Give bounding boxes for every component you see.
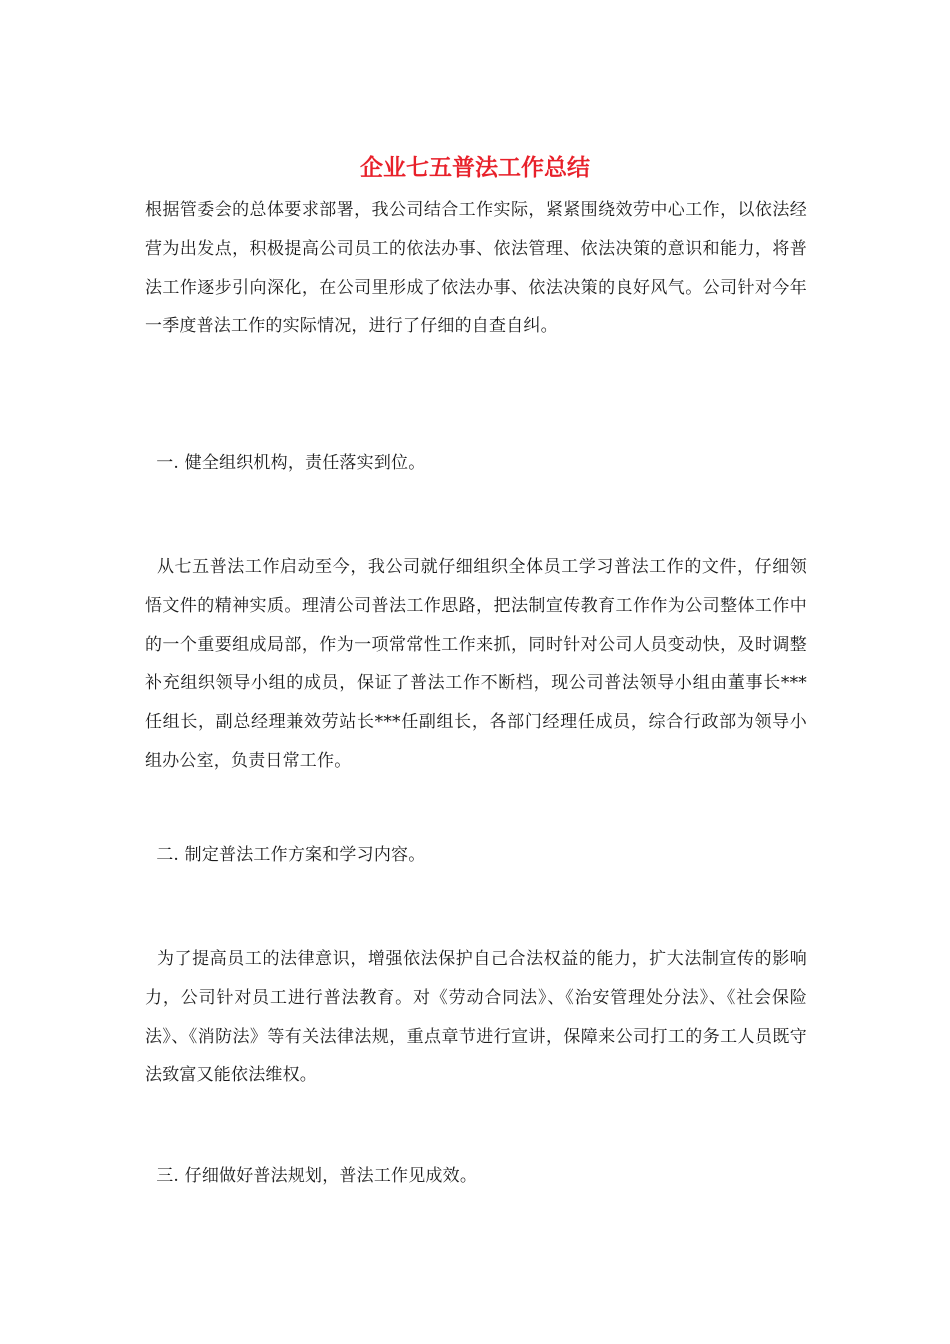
section-2-paragraph: 为了提高员工的法律意识，增强依法保护自己合法权益的能力，扩大法制宣传的影响力，公司针对员工进行普法教育。对《劳动合同法》、《治安管理处分法》、《社会保险法》、《消防法》等有关法律法规，重点章节进行宣讲，保障来公司打工的务工人员既守法致富又能依法维权。: [145, 949, 807, 1086]
document-title: 企业七五普法工作总结: [360, 154, 590, 181]
section-1-heading: 一. 健全组织机构，责任落实到位。: [145, 453, 426, 473]
intro-paragraph: 根据管委会的总体要求部署，我公司结合工作实际，紧紧围绕效劳中心工作，以依法经营为出发点，积极提高公司员工的依法办事、依法管理、依法决策的意识和能力，将普法工作逐步引向深化，在公司里形成了依法办事、依法决策的良好风气。公司针对今年一季度普法工作的实际情况，进行了仔细的自查自纠。: [145, 200, 807, 337]
section-2-heading: 二. 制定普法工作方案和学习内容。: [145, 845, 426, 865]
section-1-paragraph: 从七五普法工作启动至今，我公司就仔细组织全体员工学习普法工作的文件，仔细领悟文件的精神实质。理清公司普法工作思路，把法制宣传教育工作作为公司整体工作中的一个重要组成局部，作为一项常常性工作来抓，同时针对公司人员变动快，及时调整补充组织领导小组的成员，保证了普法工作不断档，现公司普法领导小组由董事长***任组长，副总经理兼效劳站长***任副组长，各部门经理任成员，综合行政部为领导小组办公室，负责日常工作。: [145, 557, 807, 771]
section-3-heading: 三. 仔细做好普法规划，普法工作见成效。: [145, 1166, 478, 1186]
